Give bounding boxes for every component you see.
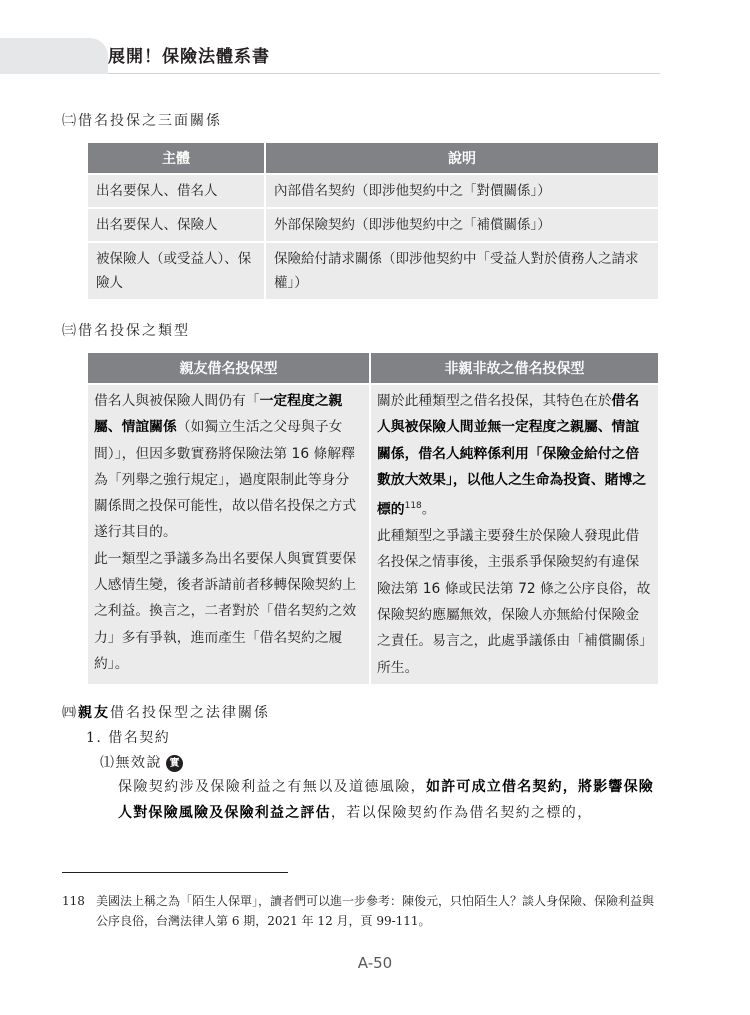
text-run: 借名人與被保險人間仍有「 (94, 393, 260, 409)
column-header-strangers: 非親非故之借名投保型 (371, 353, 658, 383)
cell-subject: 出名要保人、保險人 (88, 209, 264, 241)
section-2-heading: ㈡借名投保之三面關係 (62, 113, 222, 129)
body-paragraph (118, 774, 658, 826)
strangers-paragraph-1 (377, 388, 652, 523)
footnote-text: 美國法上稱之為「陌生人保單」，讀者們可以進一步參考：陳俊元，只怕陌生人？談人身保險、保險利益與公序良俗，台灣法律人第 6 期，2021 年 12 月，頁 99-111。 (96, 894, 655, 928)
header-rule (108, 73, 660, 74)
relatives-paragraph-1 (94, 388, 363, 546)
header-tab (0, 38, 108, 74)
relations-table (86, 141, 660, 301)
footnote (62, 891, 662, 931)
practice-badge: 實 (166, 755, 183, 772)
bold-text-run: 如許可成立借名契約，將影響保險人對保險風險及保險利益之評估 (118, 779, 654, 821)
relatives-paragraph-2: 此一類型之爭議多為出名要保人與實質要保人感情生變，後者訴請前者移轉保險契約上之利益。換言之，二者對於「借名契約之效力」多有爭執，進而產生「借名契約之履約」。 (94, 550, 357, 672)
subheading-invalid-theory (100, 752, 183, 772)
table-row (88, 209, 658, 241)
subheading-borrowed-name-contract: 1. 借名契約 (86, 730, 171, 746)
text-run: 。 (421, 501, 436, 518)
bold-text-run: 一定程度之親屬、情誼關係 (94, 393, 343, 436)
subheading-label: ⑴無效說 (100, 755, 162, 771)
text-run: 保險契約涉及保險利益之有無以及道德風險， (118, 779, 426, 795)
page-number: A-50 (357, 954, 393, 972)
text-run: ，若以保險契約作為借名契約之標的， (330, 805, 593, 821)
cell-subject: 出名要保人、借名人 (88, 175, 264, 207)
column-header-description: 說明 (266, 143, 658, 173)
text-run: （如獨立生活之父母與子女間）」，但因多數實務將保險法第 16 條解釋為「列舉之強行規定」，過度限制此等身分關係間之投保可能性，故以借名投保之方式遂行其目的。 (94, 419, 357, 541)
types-table (86, 351, 660, 686)
cell-strangers-type (371, 385, 658, 684)
cell-description: 外部保險契約（即涉他契約中之「補償關係」） (266, 209, 658, 241)
table-row (88, 175, 658, 207)
heading-rest: 借名投保型之法律關係 (110, 705, 270, 721)
bold-text-run: 借名人與被保險人間並無一定程度之親屬、情誼關係，借名人純粹係利用「保險金給付之倍數放大效果」，以他人之生命為投資、賭博之標的 (377, 393, 647, 518)
cell-description: 內部借名契約（即涉他契約中之「對價關係」） (266, 175, 658, 207)
section-number: ㈣ (62, 705, 78, 721)
cell-relatives-type (88, 385, 369, 684)
table-header-row (88, 353, 658, 383)
section-3-heading: ㈢借名投保之類型 (62, 323, 190, 339)
footnote-reference[interactable]: 118 (404, 501, 422, 512)
section-4-heading (62, 702, 270, 722)
running-header-title: 展開！保險法體系書 (108, 47, 270, 67)
table-row (88, 243, 658, 299)
cell-subject: 被保險人（或受益人）、保險人 (88, 243, 264, 299)
column-header-subject: 主體 (88, 143, 264, 173)
table-row (88, 385, 658, 684)
bold-heading-part: 親友 (78, 705, 110, 721)
cell-description: 保險給付請求關係（即涉他契約中「受益人對於債務人之請求權」） (266, 243, 658, 299)
text-run: 關於此種類型之借名投保，其特色在於 (377, 393, 612, 409)
column-header-relatives: 親友借名投保型 (88, 353, 369, 383)
strangers-paragraph-2: 此種類型之爭議主要發生於保險人發現此借名投保之情事後，主張系爭保險契約有違保險法第 16 條或民法第 72 條之公序良俗，故保險契約應屬無效，保險人亦無給付保險金之責任。易言之，此處爭議係由「補償關係」所生。 (377, 528, 651, 676)
table-header-row (88, 143, 658, 173)
footnote-divider (62, 872, 288, 873)
footnote-number: 118 (62, 894, 85, 908)
